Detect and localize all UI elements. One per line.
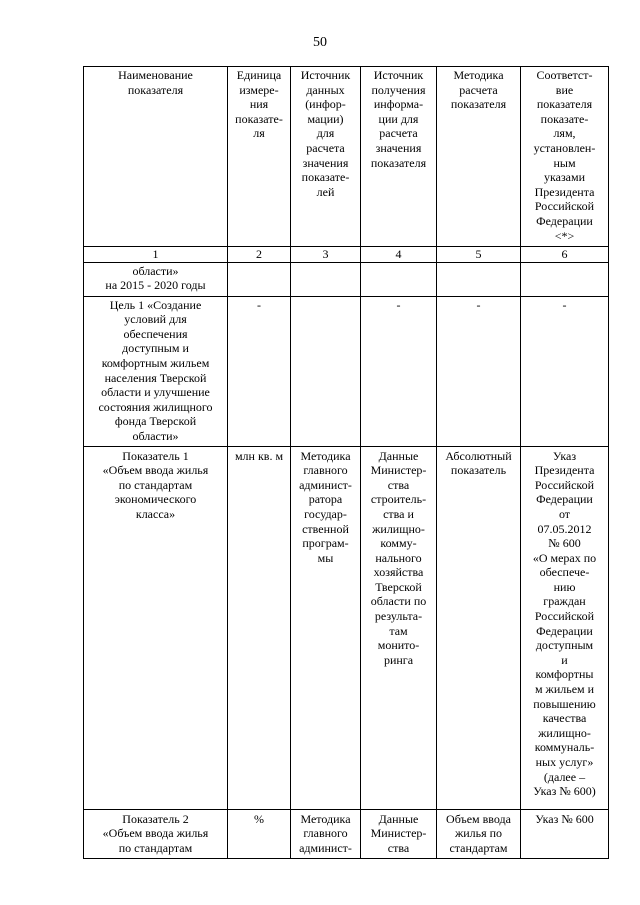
cell-text-line: области» <box>132 428 179 443</box>
cell-text-line: ных услуг» <box>535 755 594 769</box>
cell-text-line: значения <box>375 140 422 155</box>
cell-text-line: лям, <box>553 126 576 141</box>
header-cell-method <box>437 67 521 247</box>
cell-text-line: строитель- <box>370 492 427 507</box>
cell-text-line: значения <box>302 155 349 170</box>
cell-text-line: ства <box>387 840 410 855</box>
table-cell <box>228 809 291 858</box>
cell-text-line: установлен- <box>533 140 596 155</box>
table-row <box>84 296 609 446</box>
cell-text-line: Цель 1 «Создание <box>109 297 202 312</box>
table-cell <box>228 296 291 446</box>
cell-text-line: Федерации <box>536 213 593 228</box>
cell-text-line: расчета <box>306 140 345 155</box>
cell-text-line: Федерации <box>536 492 593 507</box>
cell-text-line: «Объем ввода жилья <box>102 826 209 841</box>
cell-text-line: Объем ввода <box>446 811 511 826</box>
indicators-table <box>83 66 609 859</box>
cell-text-line: Источник <box>300 68 351 82</box>
cell-text-line: Методика <box>453 68 504 82</box>
cell-text-line: комму- <box>380 536 417 551</box>
table-cell <box>521 446 609 809</box>
cell-text-line: Президента <box>534 463 595 478</box>
cell-text-line: повышению <box>533 696 596 711</box>
column-number: 6 <box>521 247 609 263</box>
cell-text-line: расчета <box>379 126 418 141</box>
cell-text-line: показате- <box>540 111 589 126</box>
cell-text-line: Тверской <box>375 579 422 594</box>
cell-text-line: показателя <box>370 155 427 170</box>
table-cell <box>291 262 361 296</box>
cell-text-line: Наименование <box>118 68 193 82</box>
cell-text-line: нию <box>553 579 576 594</box>
cell-text-line: (далее – <box>543 769 586 784</box>
cell-text-line: «О мерах по <box>532 550 597 565</box>
table-row <box>84 809 609 858</box>
cell-text-line: админист- <box>299 477 352 492</box>
cell-text-line: - <box>476 297 481 312</box>
cell-text-line: Министер- <box>370 826 427 841</box>
header-cell-name <box>84 67 228 247</box>
cell-text-line: Методика <box>300 448 351 463</box>
cell-text-line: монито- <box>377 638 420 653</box>
cell-text-line: экономического <box>114 492 197 507</box>
cell-text-line: Указ <box>552 448 577 463</box>
cell-text-line: фонда Тверской <box>114 414 197 429</box>
column-number: 1 <box>84 247 228 263</box>
cell-text-line: лей <box>316 184 335 199</box>
column-number: 3 <box>291 247 361 263</box>
cell-text-line: Показатель 1 <box>122 448 189 463</box>
table-cell <box>291 446 361 809</box>
cell-text-line: (инфор- <box>305 97 346 112</box>
cell-text-line: доступным <box>535 638 594 653</box>
table-cell <box>84 262 228 296</box>
cell-text-line: Министер- <box>370 463 427 478</box>
cell-text-line: показате- <box>235 111 283 126</box>
cell-text-line: жилья по <box>454 826 503 841</box>
cell-text-line: ства <box>387 477 410 492</box>
table-cell <box>84 446 228 809</box>
table-cell <box>437 296 521 446</box>
cell-text-line: от <box>558 506 571 521</box>
table-row <box>84 446 609 809</box>
cell-text-line: области по <box>370 594 427 609</box>
table-cell <box>521 296 609 446</box>
header-cell-decree-match <box>521 67 609 247</box>
cell-text-line: данных <box>306 82 345 97</box>
cell-text-line: Соответст- <box>536 68 593 82</box>
table-cell <box>228 262 291 296</box>
page-number: 50 <box>313 35 327 50</box>
cell-text-line: Абсолютный <box>445 448 512 463</box>
cell-text-line: класса» <box>135 506 176 521</box>
cell-text-line: расчета <box>459 82 498 97</box>
header-cell-info-source <box>361 67 437 247</box>
cell-text-line: Методика <box>300 811 351 826</box>
cell-text-line: области и улучшение <box>101 385 210 400</box>
cell-text-line: мы <box>317 550 334 565</box>
column-number-row <box>84 247 609 263</box>
table-cell <box>437 809 521 858</box>
cell-text-line: Данные <box>378 448 419 463</box>
cell-text-line: админист- <box>299 840 352 855</box>
cell-text-line: информа- <box>373 97 424 112</box>
table-row <box>84 262 609 296</box>
column-number: 4 <box>361 247 437 263</box>
cell-text-line: ным <box>553 155 576 170</box>
table-cell <box>291 809 361 858</box>
cell-text-line: стандартам <box>449 840 508 855</box>
cell-text-line: <*> <box>554 228 575 243</box>
cell-text-line: условий для <box>124 312 187 327</box>
header-cell-data-source <box>291 67 361 247</box>
cell-text-line: там <box>389 623 408 638</box>
cell-text-line: Указ № 600) <box>533 784 596 799</box>
cell-text-line: Российской <box>534 477 595 492</box>
cell-text-line: програм- <box>302 536 349 551</box>
table-cell <box>361 446 437 809</box>
column-number: 5 <box>437 247 521 263</box>
cell-text-line: ственной <box>302 521 349 536</box>
cell-text-line: государ- <box>304 506 347 521</box>
table-cell <box>521 262 609 296</box>
cell-text-line: состояния жилищного <box>98 399 213 414</box>
cell-text-line: № 600 <box>548 536 581 551</box>
cell-text-line: доступным и <box>122 341 189 356</box>
cell-text-line: коммуналь- <box>534 740 595 755</box>
cell-text-line: результа- <box>374 609 423 624</box>
cell-text-line: области» <box>132 263 179 278</box>
table-cell <box>84 296 228 446</box>
cell-text-line: Показатель 2 <box>122 811 189 826</box>
cell-text-line: 07.05.2012 <box>537 521 592 536</box>
cell-text-line: на 2015 - 2020 годы <box>105 278 206 293</box>
cell-text-line: ции для <box>378 111 419 126</box>
cell-text-line: Данные <box>378 811 419 826</box>
table-cell <box>84 809 228 858</box>
cell-text-line: для <box>316 126 335 141</box>
cell-text-line: указами <box>543 170 586 185</box>
cell-text-line: и <box>561 652 568 667</box>
table-cell <box>361 262 437 296</box>
cell-text-line: Российской <box>534 609 595 624</box>
cell-text-line: - <box>257 297 261 312</box>
cell-text-line: показатель <box>450 463 507 478</box>
cell-text-line: ния <box>249 97 269 112</box>
cell-text-line: ратора <box>308 492 343 507</box>
cell-text-line: получения <box>371 82 426 97</box>
cell-text-line: обеспечения <box>123 326 188 341</box>
cell-text-line: показателя <box>450 97 507 112</box>
cell-text-line: показателя <box>536 97 593 112</box>
cell-text-line: хозяйства <box>373 565 424 580</box>
cell-text-line: Федерации <box>536 623 593 638</box>
cell-text-line: главного <box>303 826 348 841</box>
cell-text-line: «Объем ввода жилья <box>102 463 209 478</box>
cell-text-line: качества <box>542 711 587 726</box>
table-cell <box>437 446 521 809</box>
cell-text-line: Источник <box>373 68 424 82</box>
cell-text-line: вие <box>555 82 574 97</box>
header-cell-unit <box>228 67 291 247</box>
cell-text-line: по стандартам <box>118 840 193 855</box>
table-cell <box>228 446 291 809</box>
cell-text-line: - <box>396 297 401 312</box>
cell-text-line: Указ № 600 <box>535 811 594 826</box>
cell-text-line: Единица <box>236 68 282 82</box>
table-cell <box>361 296 437 446</box>
cell-text-line: м жильем и <box>534 682 595 697</box>
column-number: 2 <box>228 247 291 263</box>
cell-text-line: % <box>254 811 264 826</box>
cell-text-line: Президента <box>534 184 595 199</box>
cell-text-line: комфортны <box>535 667 594 682</box>
cell-text-line: жилищно- <box>538 725 591 740</box>
cell-text-line: комфортным жильем <box>101 355 210 370</box>
table-cell <box>361 809 437 858</box>
cell-text-line: млн кв. м <box>234 448 284 463</box>
cell-text-line: нального <box>375 550 422 565</box>
cell-text-line: показателя <box>127 82 184 97</box>
cell-text-line: показате- <box>301 170 350 185</box>
cell-text-line: Российской <box>534 199 595 214</box>
table-cell <box>437 262 521 296</box>
cell-text-line: ля <box>253 126 265 141</box>
cell-text-line: обеспече- <box>539 565 590 580</box>
cell-text-line: по стандартам <box>118 477 193 492</box>
table-cell <box>291 296 361 446</box>
cell-text-line: населения Тверской <box>104 370 207 385</box>
cell-text-line: измере- <box>239 82 279 97</box>
cell-text-line: главного <box>303 463 348 478</box>
table-cell <box>521 809 609 858</box>
table-header-row <box>84 67 609 247</box>
cell-text-line: ринга <box>383 652 414 667</box>
cell-text-line: граждан <box>543 594 586 609</box>
cell-text-line: жилищно- <box>372 521 425 536</box>
cell-text-line: - <box>562 297 567 312</box>
cell-text-line: мации) <box>307 111 344 126</box>
cell-text-line: ства и <box>383 506 414 521</box>
